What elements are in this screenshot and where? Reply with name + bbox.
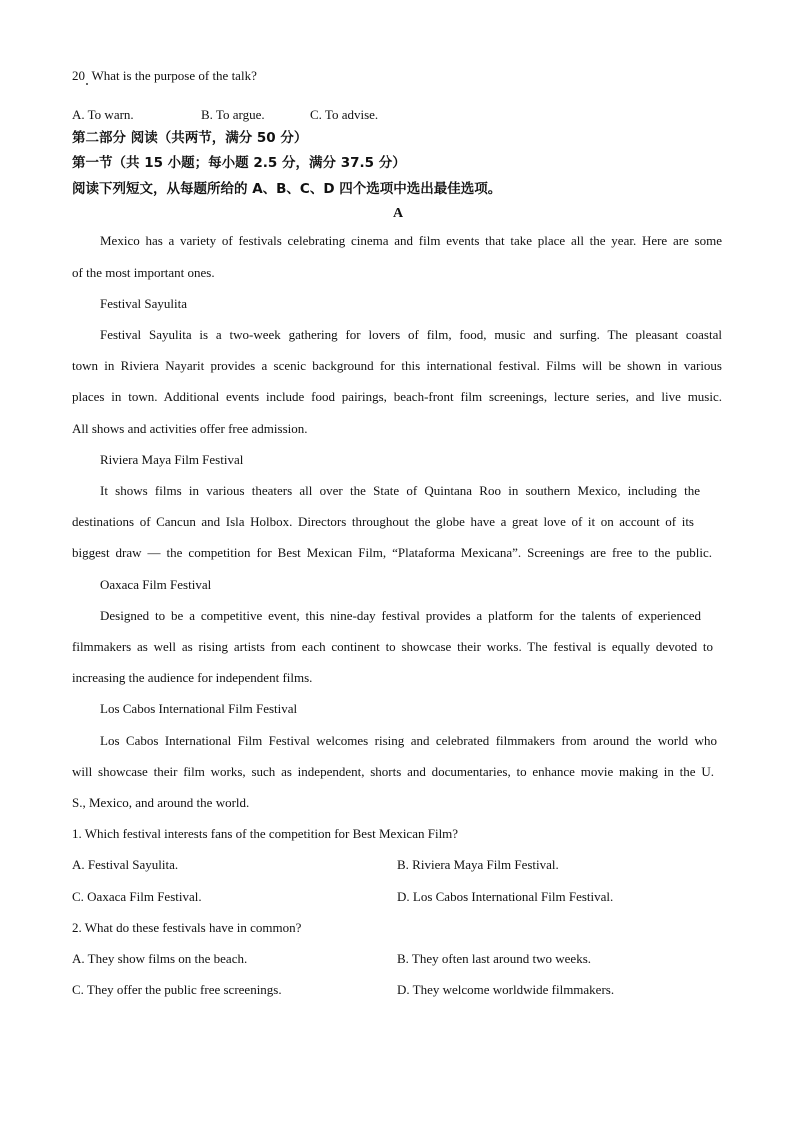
festival-line: Festival Sayulita is a two-week gathering for lovers of film, food, music and surfing. The pleasant coastal <box>100 327 722 342</box>
festival-line: S., Mexico, and around the world. <box>72 795 250 810</box>
part2-header: 第二部分 阅读（共两节，满分 50 分） <box>72 130 308 146</box>
festival-line: town in Riviera Nayarit provides a scenic background for this international festival. Films will be shown in various <box>72 358 722 373</box>
question-1-option-b: B. Riviera Maya Film Festival. <box>397 857 559 872</box>
intro-line: Mexico has a variety of festivals celebrating cinema and film events that take place all the year. Here are some <box>100 233 722 248</box>
festival-line: increasing the audience for independent films. <box>72 670 313 685</box>
q20-text: What is the purpose of the talk? <box>91 68 257 83</box>
question-2-option-c: C. They offer the public free screenings. <box>72 982 282 997</box>
q20-number: 20 <box>72 68 85 83</box>
question-1-option-d: D. Los Cabos International Film Festival. <box>397 889 614 904</box>
festival-title: Oaxaca Film Festival <box>100 577 212 592</box>
festival-line: will showcase their film works, such as independent, shorts and documentaries, to enhance movie making in the U. <box>72 764 714 779</box>
festival-title: Festival Sayulita <box>100 296 188 311</box>
question-2-option-d: D. They welcome worldwide filmmakers. <box>397 982 615 997</box>
q20-question <box>72 68 257 84</box>
festival-line: Designed to be a competitive event, this nine-day festival provides a platform for the talents of experienced <box>100 608 701 623</box>
intro-line: of the most important ones. <box>72 265 215 280</box>
festival-title: Los Cabos International Film Festival <box>100 701 298 716</box>
festival-line: It shows films in various theaters all over the State of Quintana Roo in southern Mexico, including the <box>100 483 700 498</box>
question-1-stem: 1. Which festival interests fans of the competition for Best Mexican Film? <box>72 826 459 841</box>
festival-line: All shows and activities offer free admission. <box>72 421 308 436</box>
question-1-option-c: C. Oaxaca Film Festival. <box>72 889 202 904</box>
q20-option-c: C. To advise. <box>310 107 379 122</box>
stray-dot <box>86 83 88 85</box>
instruction: 阅读下列短文，从每题所给的 A、B、C、D 四个选项中选出最佳选项。 <box>72 181 502 197</box>
section1-header: 第一节（共 15 小题；每小题 2.5 分，满分 37.5 分） <box>72 155 406 171</box>
festival-line: places in town. Additional events include food pairings, beach-front film screenings, lecture series, and live music. <box>72 389 722 404</box>
festival-line: filmmakers as well as rising artists from each continent to showcase their works. The festival is equally devoted to <box>72 639 713 654</box>
question-1-option-a: A. Festival Sayulita. <box>72 857 179 872</box>
festival-line: biggest draw — the competition for Best Mexican Film, “Plataforma Mexicana”. Screenings are free to the public. <box>72 545 712 560</box>
question-2-stem: 2. What do these festivals have in common? <box>72 920 302 935</box>
question-2-option-b: B. They often last around two weeks. <box>397 951 591 966</box>
festival-line: destinations of Cancun and Isla Holbox. Directors throughout the globe have a great love of it on account of its <box>72 514 694 529</box>
question-2-option-a: A. They show films on the beach. <box>72 951 248 966</box>
passage-label: A <box>392 206 404 221</box>
festival-title: Riviera Maya Film Festival <box>100 452 244 467</box>
festival-line: Los Cabos International Film Festival welcomes rising and celebrated filmmakers from around the world who <box>100 733 717 748</box>
q20-option-b: B. To argue. <box>201 107 265 122</box>
q20-option-a: A. To warn. <box>72 107 134 122</box>
